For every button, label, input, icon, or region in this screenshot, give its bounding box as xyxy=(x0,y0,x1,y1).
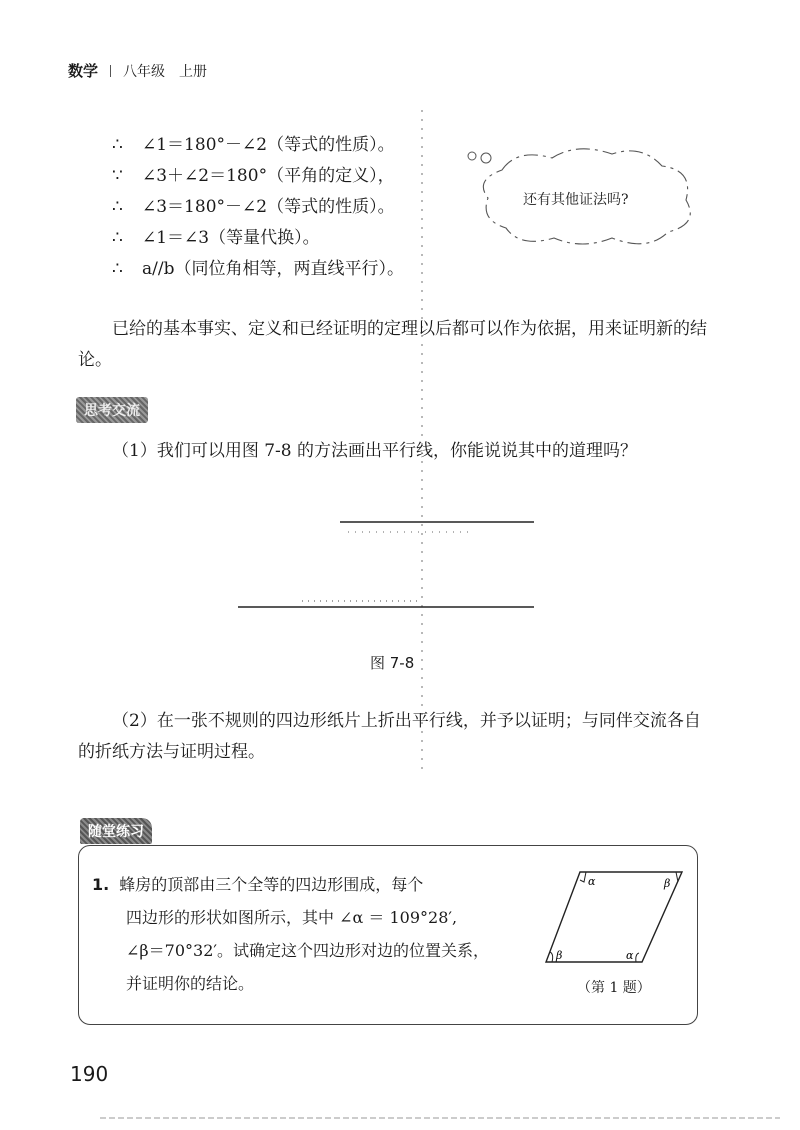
exercise-line: 并证明你的结论。 xyxy=(126,974,255,993)
page-number: 190 xyxy=(70,1062,109,1086)
angle-beta-label: β xyxy=(664,877,671,890)
basis-paragraph: 已给的基本事实、定义和已经证明的定理以后都可以作为依据，用来证明新的结论。 xyxy=(78,319,707,370)
thought-bubble-text: 还有其他证法吗? xyxy=(523,192,629,208)
proof-line xyxy=(112,254,404,285)
exercise-line xyxy=(92,868,532,901)
running-header xyxy=(68,60,207,81)
subject-label: 数学 xyxy=(68,62,99,80)
exercise-line: ∠β＝70°32′。试确定这个四边形对边的位置关系， xyxy=(126,941,490,960)
proof-block xyxy=(112,130,404,285)
proof-symbol: ∴ xyxy=(112,228,123,248)
figure-caption: 图 7-8 xyxy=(370,654,415,672)
proof-symbol: ∴ xyxy=(112,197,123,217)
think-discuss-badge: 思考交流 xyxy=(76,397,148,423)
header-divider xyxy=(110,65,111,77)
exercise-text: 蜂房的顶部由三个全等的四边形围成，每个 xyxy=(119,875,424,894)
exercise-figure-caption: （第 1 题） xyxy=(577,980,651,996)
parallelogram-figure xyxy=(540,862,690,972)
exercise-line: 四边形的形状如图所示，其中 ∠α ＝ 109°28′, xyxy=(126,908,458,927)
proof-line xyxy=(112,161,404,192)
question-2: （2）在一张不规则的四边形纸片上折出平行线，并予以证明；与同伴交流各自的折纸方法与证明过程。 xyxy=(78,711,701,762)
proof-line xyxy=(112,130,404,161)
question-1: （1）我们可以用图 7-8 的方法画出平行线，你能说说其中的道理吗？ xyxy=(112,441,637,461)
angle-alpha-label: α xyxy=(626,949,634,962)
proof-symbol: ∴ xyxy=(112,135,123,155)
proof-symbol: ∴ xyxy=(112,259,123,279)
proof-line xyxy=(112,223,404,254)
proof-text: ∠1＝180°－∠2（等式的性质）。 xyxy=(142,135,395,155)
proof-text: ∠3＋∠2＝180°（平角的定义）， xyxy=(142,166,395,186)
exercise-1 xyxy=(92,868,532,1000)
parallelogram-shape xyxy=(546,872,682,962)
exercise-number: 1. xyxy=(92,875,110,894)
grade-label: 八年级 上册 xyxy=(123,64,208,80)
proof-text: ∠1＝∠3（等量代换）。 xyxy=(142,228,320,248)
proof-text: ∠3＝180°－∠2（等式的性质）。 xyxy=(142,197,395,217)
angle-alpha-label: α xyxy=(588,875,596,888)
figure-7-8 xyxy=(230,512,550,622)
proof-symbol: ∵ xyxy=(112,166,123,186)
exercise-badge: 随堂练习 xyxy=(80,818,152,844)
proof-text: a//b（同位角相等，两直线平行）。 xyxy=(142,259,404,279)
angle-beta-label: β xyxy=(556,949,563,962)
proof-line xyxy=(112,192,404,223)
scan-bottom-line xyxy=(100,1116,780,1120)
